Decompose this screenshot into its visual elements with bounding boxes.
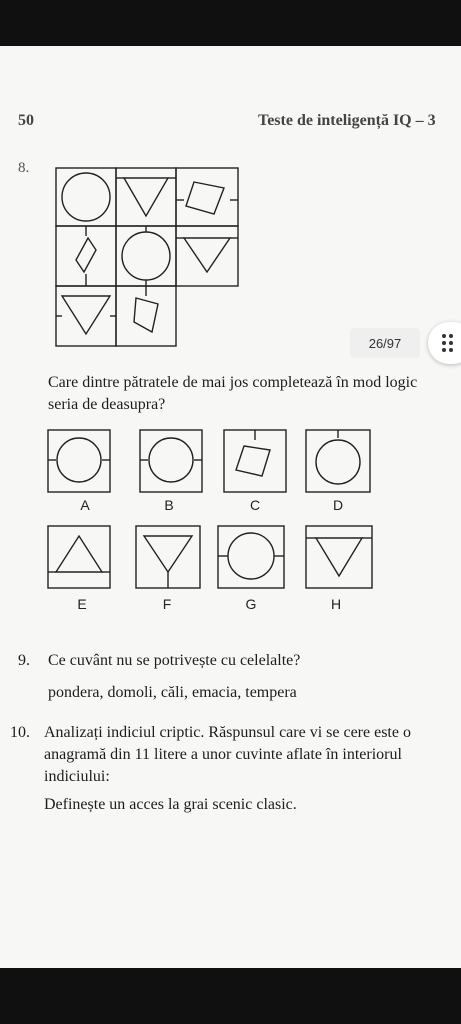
triangle-down-icon <box>316 538 362 576</box>
top-black-bar <box>0 0 461 46</box>
triangle-down-icon <box>144 536 192 572</box>
question-9-prompt: Ce cuvânt nu se potrivește cu celelalte? <box>48 652 301 669</box>
option-b-label[interactable]: B <box>164 497 174 513</box>
more-vertical-icon <box>442 334 454 352</box>
page-number: 50 <box>18 112 34 129</box>
triangle-down-icon <box>62 296 110 334</box>
circle-icon <box>149 438 193 482</box>
question-10-clue: Definește un acces la grai scenic clasic. <box>44 796 297 813</box>
question-10-line3: indiciului: <box>44 768 110 785</box>
puzzle-grid <box>54 166 242 348</box>
page-counter-text: 26/97 <box>368 335 402 351</box>
triangle-down-icon <box>184 238 230 272</box>
option-a-label[interactable]: A <box>80 497 90 513</box>
grid-cell-5 <box>116 226 176 286</box>
circle-icon <box>62 173 110 221</box>
option-d-label[interactable]: D <box>332 497 344 513</box>
triangle-up-icon <box>56 536 102 572</box>
grid-cell-1 <box>56 168 116 226</box>
parallelogram-icon <box>76 238 96 272</box>
question-8-prompt-line1: Care dintre pătratele de mai jos completează în mod logic <box>48 374 418 391</box>
grid-cell-3 <box>176 168 238 226</box>
grid-cell-7 <box>56 286 116 346</box>
options-row-1 <box>44 426 394 496</box>
bottom-black-bar <box>0 968 461 1024</box>
circle-icon <box>57 438 101 482</box>
option-f-label[interactable]: F <box>162 596 172 612</box>
option-h-label[interactable]: H <box>330 596 342 612</box>
question-8-prompt-line2: seria de deasupra? <box>48 396 166 413</box>
parallelogram-icon <box>134 298 158 332</box>
circle-icon <box>122 232 170 280</box>
question-10-line1: Analizați indiciul criptic. Răspunsul care vi se cere este o <box>44 724 411 741</box>
question-8-number: 8. <box>18 160 30 176</box>
option-g-label[interactable]: G <box>245 596 257 612</box>
circle-icon <box>228 533 274 579</box>
question-10-line2: anagramă din 11 litere a unor cuvinte aflate în interiorul <box>44 746 402 763</box>
question-10-number: 10. <box>10 724 30 741</box>
question-9-number: 9. <box>18 652 30 669</box>
grid-cell-6 <box>176 226 238 286</box>
question-9-words: pondera, domoli, căli, emacia, tempera <box>48 684 297 701</box>
circle-icon <box>316 440 360 484</box>
parallelogram-icon <box>186 182 224 214</box>
options-row-2 <box>44 522 394 594</box>
running-header: Teste de inteligență IQ – 3 <box>258 112 436 129</box>
parallelogram-icon <box>236 446 270 476</box>
page-counter-badge <box>350 328 420 358</box>
option-c-label[interactable]: C <box>249 497 261 513</box>
option-e-label[interactable]: E <box>77 596 87 612</box>
triangle-down-icon <box>124 178 168 216</box>
option-h-box <box>306 526 372 588</box>
